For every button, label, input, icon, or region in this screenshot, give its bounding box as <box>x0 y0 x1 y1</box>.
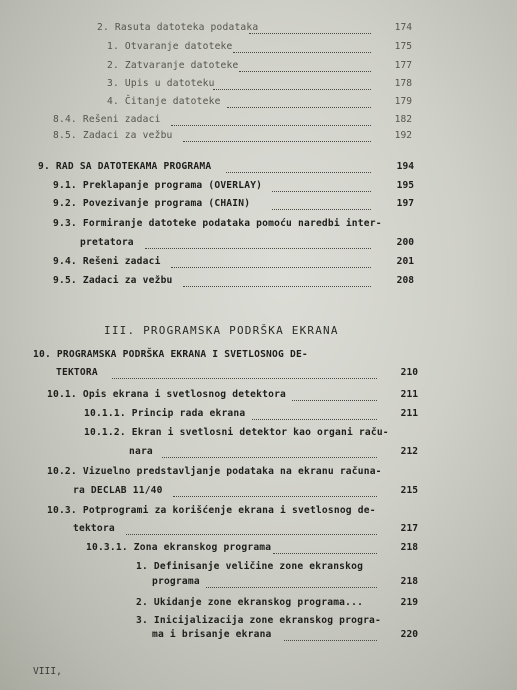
leader-dots <box>239 71 371 72</box>
page-number: 219 <box>400 597 418 608</box>
toc-entry-continuation: tektora <box>73 523 115 534</box>
page-number: 218 <box>400 542 418 553</box>
page-number: 208 <box>396 275 414 286</box>
page-number: 215 <box>400 485 418 496</box>
toc-entry-continuation: ma i brisanje ekrana <box>152 629 272 640</box>
leader-dots <box>292 400 377 401</box>
toc-entry-continuation: ra DECLAB 11/40 <box>73 485 163 496</box>
leader-dots <box>126 534 377 535</box>
page-number: 177 <box>394 60 412 71</box>
leader-dots <box>145 248 371 249</box>
toc-entry: 9.1. Preklapanje programa (OVERLAY) <box>53 180 263 191</box>
page-number: 211 <box>400 408 418 419</box>
toc-entry: 2. Zatvaranje datoteke <box>107 60 239 71</box>
chapter-heading-continuation: TEKTORA <box>56 367 98 378</box>
toc-entry-continuation: nara <box>129 446 153 457</box>
toc-entry: 10.1.2. Ekran i svetlosni detektor kao organi raču- <box>84 427 389 438</box>
chapter-heading: 10. PROGRAMSKA PODRŠKA EKRANA I SVETLOSNOG DE- <box>33 349 308 360</box>
toc-entry: 1. Otvaranje datoteke <box>107 41 233 52</box>
toc-entry: 10.3. Potprogrami za korišćenje ekrana i svetlosnog de- <box>47 505 376 516</box>
toc-entry: 9.5. Zadaci za vežbu <box>53 275 173 286</box>
page-number: 220 <box>400 629 418 640</box>
toc-entry: 10.2. Vizuelno predstavljanje podataka na ekranu računa- <box>47 466 382 477</box>
page-number: 175 <box>394 41 412 52</box>
page-number: 217 <box>400 523 418 534</box>
leader-dots <box>171 125 371 126</box>
leader-dots <box>183 286 371 287</box>
page-footer-numeral: VIII, <box>33 666 62 677</box>
toc-entry: 10.1. Opis ekrana i svetlosnog detektora <box>47 389 287 400</box>
leader-dots <box>284 640 377 641</box>
page-number: 211 <box>400 389 418 400</box>
leader-dots <box>173 496 377 497</box>
toc-entry: 2. Rasuta datoteka podataka <box>97 22 259 33</box>
toc-entry: 2. Ukidanje zone ekranskog programa... <box>136 597 364 608</box>
page-number: 178 <box>394 78 412 89</box>
toc-entry: 10.1.1. Princip rada ekrana <box>84 408 246 419</box>
toc-entry-continuation: programa <box>152 576 200 587</box>
toc-entry: 1. Definisanje veličine zone ekranskog <box>136 561 364 572</box>
page-number: 197 <box>396 198 414 209</box>
leader-dots <box>249 33 371 34</box>
toc-entry: 9.4. Rešeni zadaci <box>53 256 161 267</box>
leader-dots <box>227 107 371 108</box>
leader-dots <box>171 267 371 268</box>
leader-dots <box>272 191 371 192</box>
toc-entry: 8.5. Zadaci za vežbu <box>53 130 173 141</box>
leader-dots <box>213 89 371 90</box>
leader-dots <box>233 52 371 53</box>
toc-entry: 4. Čitanje datoteke <box>107 96 221 107</box>
leader-dots <box>112 378 377 379</box>
page-number: 179 <box>394 96 412 107</box>
leader-dots <box>272 209 371 210</box>
page-number: 174 <box>394 22 412 33</box>
page-number: 182 <box>394 114 412 125</box>
page-number: 210 <box>400 367 418 378</box>
leader-dots <box>162 457 377 458</box>
page-number: 192 <box>394 130 412 141</box>
toc-entry-continuation: pretatora <box>80 237 134 248</box>
leader-dots <box>226 172 371 173</box>
chapter-heading: 9. RAD SA DATOTEKAMA PROGRAMA <box>38 161 212 172</box>
page-number: 212 <box>400 446 418 457</box>
leader-dots <box>206 587 377 588</box>
page-number: 218 <box>400 576 418 587</box>
toc-entry: 9.2. Povezivanje programa (CHAIN) <box>53 198 251 209</box>
toc-entry: 3. Inicijalizacija zone ekranskog progra- <box>136 615 382 626</box>
page-number: 195 <box>396 180 414 191</box>
part-heading: III. PROGRAMSKA PODRŠKA EKRANA <box>104 324 339 337</box>
toc-entry: 3. Upis u datoteku <box>107 78 215 89</box>
toc-entry: 8.4. Rešeni zadaci <box>53 114 161 125</box>
toc-entry: 10.3.1. Zona ekranskog programa <box>86 542 272 553</box>
page-number: 201 <box>396 256 414 267</box>
leader-dots <box>183 141 371 142</box>
page-number: 200 <box>396 237 414 248</box>
leader-dots <box>252 419 377 420</box>
toc-entry: 9.3. Formiranje datoteke podataka pomoću naredbi inter- <box>53 218 382 229</box>
page-number: 194 <box>396 161 414 172</box>
leader-dots <box>273 553 377 554</box>
